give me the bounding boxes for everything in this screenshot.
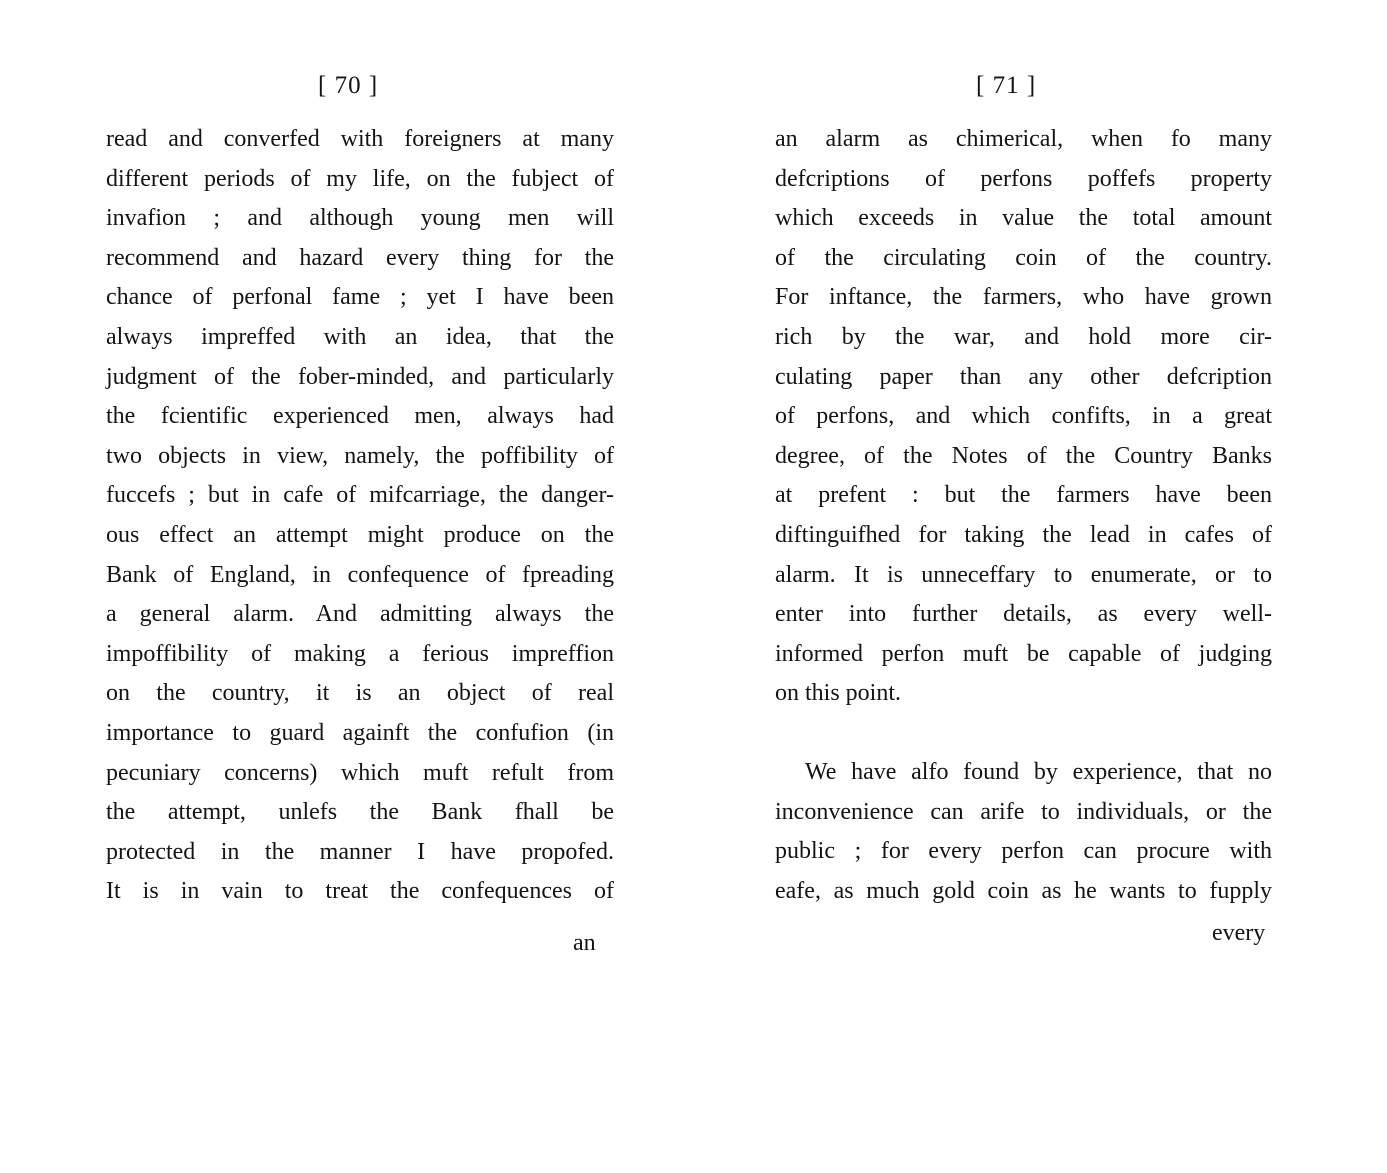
text-line: public ; for every perfon can procure with bbox=[775, 838, 1272, 865]
text-line: an alarm as chimerical, when fo many bbox=[775, 126, 1272, 152]
text-line: on the country, it is an object of real bbox=[106, 680, 614, 707]
text-line: chance of perfonal fame ; yet I have been bbox=[106, 284, 614, 311]
text-line: alarm. It is unneceffary to enumerate, or to bbox=[775, 561, 1272, 588]
text-line: fuccefs ; but in cafe of mifcarriage, the danger- bbox=[106, 482, 614, 509]
catchword: an bbox=[573, 930, 596, 956]
text-line: diftinguifhed for taking the lead in cafes of bbox=[775, 521, 1272, 548]
text-line: two objects in view, namely, the poffibility of bbox=[106, 442, 614, 469]
text-line: at prefent : but the farmers have been bbox=[775, 482, 1272, 509]
text-line: ous effect an attempt might produce on the bbox=[106, 521, 614, 548]
text-line: impoffibility of making a ferious impreffion bbox=[106, 640, 614, 667]
text-line: enter into further details, as every well- bbox=[775, 601, 1272, 628]
text-line: read and converfed with foreigners at many bbox=[106, 126, 614, 152]
text-line: on this point. bbox=[775, 680, 902, 707]
text-line: the fcientific experienced men, always had bbox=[106, 403, 614, 430]
text-line: We have alfo found by experience, that no bbox=[805, 759, 1272, 785]
text-line: recommend and hazard every thing for the bbox=[106, 244, 614, 271]
catchword: every bbox=[1212, 920, 1266, 946]
text-line: of perfons, and which confifts, in a great bbox=[775, 403, 1272, 430]
body-text bbox=[106, 120, 614, 912]
text-line: judgment of the fober-minded, and particularly bbox=[106, 363, 614, 390]
text-line: pecuniary concerns) which muft refult from bbox=[106, 759, 614, 786]
text-line: different periods of my life, on the fubject of bbox=[106, 165, 614, 192]
text-line: of the circulating coin of the country. bbox=[775, 244, 1272, 271]
page-number: [ 71 ] bbox=[976, 72, 1037, 99]
text-line: importance to guard againft the confufion (in bbox=[106, 719, 614, 746]
text-line: invafion ; and although young men will bbox=[106, 205, 614, 232]
text-line: degree, of the Notes of the Country Banks bbox=[775, 442, 1272, 469]
paragraph bbox=[775, 120, 1272, 714]
text-line: informed perfon muft be capable of judging bbox=[775, 640, 1272, 667]
left-page bbox=[0, 0, 693, 1173]
text-line: eafe, as much gold coin as he wants to fupply bbox=[775, 877, 1272, 904]
text-line: defcriptions of perfons poffefs property bbox=[775, 165, 1272, 192]
text-line: protected in the manner I have propofed. bbox=[106, 838, 614, 865]
text-line: inconvenience can arife to individuals, or the bbox=[775, 798, 1272, 825]
text-line: culating paper than any other defcription bbox=[775, 363, 1272, 390]
text-line: Bank of England, in confequence of fpreading bbox=[106, 561, 614, 588]
text-line: always impreffed with an idea, that the bbox=[106, 323, 614, 350]
text-line: For inftance, the farmers, who have grown bbox=[775, 284, 1272, 311]
text-line: rich by the war, and hold more cir- bbox=[775, 323, 1272, 350]
text-line: which exceeds in value the total amount bbox=[775, 205, 1272, 232]
text-line: a general alarm. And admitting always the bbox=[106, 601, 614, 628]
paragraph bbox=[775, 753, 1272, 911]
text-line: It is in vain to treat the confequences of bbox=[106, 878, 614, 905]
text-line: the attempt, unlefs the Bank fhall be bbox=[106, 799, 614, 826]
page-number: [ 70 ] bbox=[318, 72, 379, 99]
right-page bbox=[694, 0, 1387, 1173]
